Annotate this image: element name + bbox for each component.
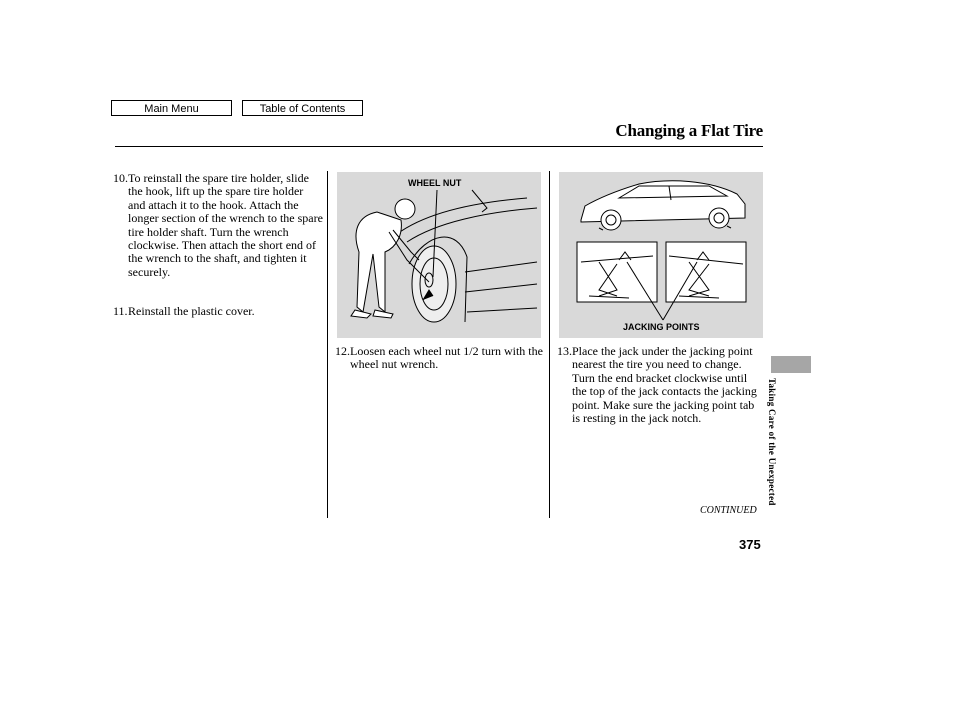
step-13 xyxy=(557,345,759,425)
step-number: 13. xyxy=(557,344,572,358)
wheel-nut-drawing xyxy=(337,172,541,338)
column-divider-2 xyxy=(549,171,550,518)
step-text: Place the jack under the jacking point nearest the tire you need to change. Turn the end bracket clockwise until the top of the jack contacts the jacking point. Make sure the jacking point tab is resting in the jack notch. xyxy=(572,344,757,426)
wheel-nut-label: WHEEL NUT xyxy=(408,178,462,188)
step-11 xyxy=(113,305,323,318)
step-number: 12. xyxy=(335,344,350,358)
jacking-points-drawing xyxy=(559,172,763,338)
section-title: Taking Care of the Unexpected xyxy=(767,378,777,506)
step-number: 11. xyxy=(113,304,128,318)
column-divider-1 xyxy=(327,171,328,518)
jacking-points-illustration xyxy=(559,172,763,338)
title-divider xyxy=(115,146,763,147)
main-menu-button[interactable]: Main Menu xyxy=(111,100,232,116)
step-number: 10. xyxy=(113,171,128,185)
wheel-nut-illustration xyxy=(337,172,541,338)
page-number: 375 xyxy=(739,537,761,552)
table-of-contents-button[interactable]: Table of Contents xyxy=(242,100,363,116)
step-text: Reinstall the plastic cover. xyxy=(128,304,255,318)
continued-note: CONTINUED xyxy=(700,505,757,516)
step-text: To reinstall the spare tire holder, slide the hook, lift up the spare tire holder and attach it to the hook. Attach the longer section of the wrench to the spare tire holder shaft. Turn the wrench clockwise. Then attach the short end of the wrench to the shaft, and tighten it securely. xyxy=(128,171,323,279)
step-12 xyxy=(335,345,545,372)
jacking-points-label: JACKING POINTS xyxy=(623,322,700,332)
step-10 xyxy=(113,172,323,279)
section-tab xyxy=(771,356,811,373)
step-text: Loosen each wheel nut 1/2 turn with the wheel nut wrench. xyxy=(350,344,543,372)
page-title: Changing a Flat Tire xyxy=(615,121,763,140)
